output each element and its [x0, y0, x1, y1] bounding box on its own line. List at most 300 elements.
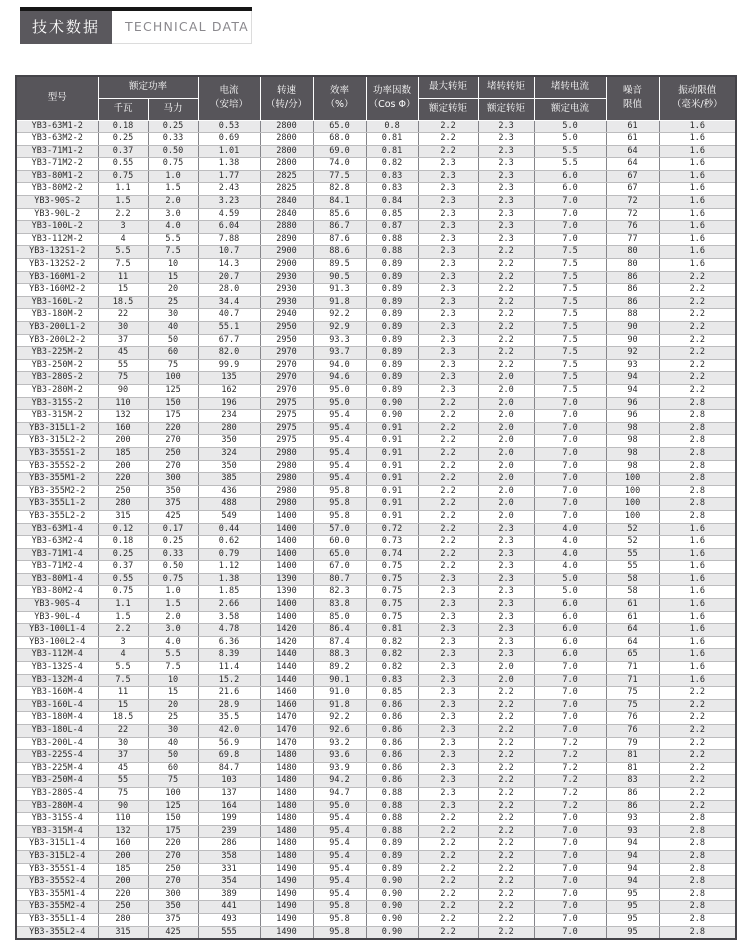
cell-locked-torque-ratio: 2.3 [478, 599, 534, 612]
cell-locked-torque-ratio: 2.0 [478, 510, 534, 523]
cell-locked-torque-ratio: 2.2 [478, 296, 534, 309]
cell-max-torque-ratio: 2.2 [418, 410, 478, 423]
cell-kw: 2.2 [98, 208, 148, 221]
cell-hp: 0.50 [148, 561, 198, 574]
cell-kw: 315 [98, 926, 148, 939]
cell-current: 67.7 [198, 334, 260, 347]
cell-current: 549 [198, 510, 260, 523]
table-row [16, 133, 736, 146]
cell-noise-limit: 92 [606, 347, 659, 360]
cell-noise-limit: 94 [606, 838, 659, 851]
cell-model: YB3-90S-4 [16, 599, 98, 612]
cell-vibration-limit: 2.2 [659, 309, 736, 322]
cell-vibration-limit: 1.6 [659, 246, 736, 259]
cell-power-factor: 0.90 [366, 410, 418, 423]
table-row [16, 699, 736, 712]
table-row [16, 926, 736, 939]
cell-noise-limit: 61 [606, 611, 659, 624]
cell-max-torque-ratio: 2.2 [418, 548, 478, 561]
cell-model: YB3-80M2-2 [16, 183, 98, 196]
cell-model: YB3-355S1-2 [16, 447, 98, 460]
cell-power-factor: 0.81 [366, 145, 418, 158]
cell-noise-limit: 100 [606, 510, 659, 523]
cell-kw: 0.18 [98, 536, 148, 549]
cell-speed: 1440 [260, 662, 313, 675]
cell-hp: 0.25 [148, 120, 198, 133]
cell-current: 234 [198, 410, 260, 423]
cell-model: YB3-71M1-2 [16, 145, 98, 158]
cell-current: 6.04 [198, 221, 260, 234]
cell-speed: 2900 [260, 259, 313, 272]
cell-kw: 7.5 [98, 674, 148, 687]
cell-noise-limit: 58 [606, 586, 659, 599]
table-row [16, 725, 736, 738]
cell-kw: 90 [98, 384, 148, 397]
cell-current: 20.7 [198, 271, 260, 284]
cell-model: YB3-160M1-2 [16, 271, 98, 284]
cell-model: YB3-315S-4 [16, 813, 98, 826]
cell-max-torque-ratio: 2.3 [418, 775, 478, 788]
cell-speed: 1420 [260, 636, 313, 649]
cell-max-torque-ratio: 2.3 [418, 296, 478, 309]
cell-noise-limit: 94 [606, 384, 659, 397]
table-row [16, 762, 736, 775]
table-row [16, 536, 736, 549]
cell-vibration-limit: 1.6 [659, 221, 736, 234]
cell-current: 7.88 [198, 233, 260, 246]
cell-efficiency: 90.1 [313, 674, 366, 687]
cell-hp: 40 [148, 737, 198, 750]
cell-locked-torque-ratio: 2.3 [478, 133, 534, 146]
cell-kw: 45 [98, 762, 148, 775]
cell-efficiency: 95.4 [313, 888, 366, 901]
cell-current: 1.38 [198, 573, 260, 586]
cell-efficiency: 91.0 [313, 687, 366, 700]
cell-vibration-limit: 2.8 [659, 850, 736, 863]
cell-noise-limit: 79 [606, 737, 659, 750]
cell-max-torque-ratio: 2.3 [418, 649, 478, 662]
cell-vibration-limit: 2.2 [659, 284, 736, 297]
cell-power-factor: 0.91 [366, 435, 418, 448]
cell-locked-current-ratio: 5.0 [534, 120, 606, 133]
cell-locked-torque-ratio: 2.2 [478, 359, 534, 372]
cell-model: YB3-225S-4 [16, 750, 98, 763]
cell-hp: 100 [148, 372, 198, 385]
cell-efficiency: 95.8 [313, 913, 366, 926]
cell-kw: 0.55 [98, 573, 148, 586]
cell-hp: 250 [148, 863, 198, 876]
cell-current: 21.6 [198, 687, 260, 700]
cell-max-torque-ratio: 2.3 [418, 699, 478, 712]
table-row [16, 573, 736, 586]
table-row [16, 624, 736, 637]
cell-locked-torque-ratio: 2.2 [478, 913, 534, 926]
cell-noise-limit: 75 [606, 687, 659, 700]
cell-max-torque-ratio: 2.3 [418, 624, 478, 637]
cell-current: 164 [198, 800, 260, 813]
table-row [16, 901, 736, 914]
cell-model: YB3-160L-4 [16, 699, 98, 712]
cell-max-torque-ratio: 2.2 [418, 523, 478, 536]
cell-noise-limit: 52 [606, 536, 659, 549]
cell-noise-limit: 75 [606, 699, 659, 712]
cell-power-factor: 0.89 [366, 296, 418, 309]
cell-speed: 2975 [260, 397, 313, 410]
cell-model: YB3-63M2-4 [16, 536, 98, 549]
cell-vibration-limit: 2.2 [659, 359, 736, 372]
cell-current: 555 [198, 926, 260, 939]
cell-max-torque-ratio: 2.3 [418, 712, 478, 725]
cell-speed: 2930 [260, 296, 313, 309]
cell-locked-current-ratio: 7.0 [534, 725, 606, 738]
cell-locked-current-ratio: 7.0 [534, 913, 606, 926]
cell-model: YB3-100L-2 [16, 221, 98, 234]
cell-power-factor: 0.88 [366, 813, 418, 826]
cell-noise-limit: 86 [606, 284, 659, 297]
table-row [16, 787, 736, 800]
cell-hp: 40 [148, 322, 198, 335]
cell-locked-current-ratio: 7.5 [534, 246, 606, 259]
cell-locked-current-ratio: 7.0 [534, 221, 606, 234]
cell-current: 3.23 [198, 196, 260, 209]
cell-power-factor: 0.89 [366, 309, 418, 322]
cell-noise-limit: 80 [606, 259, 659, 272]
cell-hp: 60 [148, 347, 198, 360]
cell-locked-torque-ratio: 2.2 [478, 787, 534, 800]
col-header-kw: 千瓦 [98, 98, 148, 120]
cell-power-factor: 0.72 [366, 523, 418, 536]
cell-speed: 1480 [260, 825, 313, 838]
cell-power-factor: 0.82 [366, 662, 418, 675]
cell-vibration-limit: 2.8 [659, 876, 736, 889]
cell-power-factor: 0.89 [366, 863, 418, 876]
cell-hp: 250 [148, 447, 198, 460]
cell-locked-torque-ratio: 2.3 [478, 120, 534, 133]
cell-model: YB3-355S1-4 [16, 863, 98, 876]
cell-locked-torque-ratio: 2.0 [478, 435, 534, 448]
cell-locked-torque-ratio: 2.3 [478, 586, 534, 599]
cell-hp: 270 [148, 435, 198, 448]
cell-current: 11.4 [198, 662, 260, 675]
cell-hp: 20 [148, 284, 198, 297]
cell-kw: 5.5 [98, 662, 148, 675]
cell-power-factor: 0.88 [366, 246, 418, 259]
cell-hp: 0.33 [148, 133, 198, 146]
cell-model: YB3-225M-2 [16, 347, 98, 360]
cell-efficiency: 74.0 [313, 158, 366, 171]
cell-hp: 300 [148, 473, 198, 486]
cell-hp: 75 [148, 359, 198, 372]
cell-locked-torque-ratio: 2.3 [478, 573, 534, 586]
cell-speed: 2800 [260, 133, 313, 146]
cell-locked-torque-ratio: 2.2 [478, 800, 534, 813]
cell-vibration-limit: 1.6 [659, 145, 736, 158]
cell-current: 0.62 [198, 536, 260, 549]
cell-noise-limit: 95 [606, 888, 659, 901]
cell-hp: 0.25 [148, 536, 198, 549]
cell-vibration-limit: 1.6 [659, 259, 736, 272]
table-row [16, 775, 736, 788]
cell-noise-limit: 94 [606, 876, 659, 889]
cell-vibration-limit: 2.2 [659, 687, 736, 700]
cell-vibration-limit: 1.6 [659, 599, 736, 612]
cell-max-torque-ratio: 2.3 [418, 662, 478, 675]
cell-vibration-limit: 1.6 [659, 611, 736, 624]
cell-kw: 160 [98, 838, 148, 851]
cell-noise-limit: 98 [606, 460, 659, 473]
cell-efficiency: 95.4 [313, 447, 366, 460]
cell-locked-current-ratio: 6.0 [534, 636, 606, 649]
cell-power-factor: 0.90 [366, 397, 418, 410]
cell-power-factor: 0.91 [366, 460, 418, 473]
table-row [16, 359, 736, 372]
cell-hp: 4.0 [148, 636, 198, 649]
cell-vibration-limit: 2.2 [659, 725, 736, 738]
cell-vibration-limit: 1.6 [659, 573, 736, 586]
col-header-rated-power: 额定功率 [98, 76, 198, 98]
cell-max-torque-ratio: 2.2 [418, 561, 478, 574]
table-row [16, 322, 736, 335]
cell-noise-limit: 86 [606, 296, 659, 309]
cell-power-factor: 0.90 [366, 888, 418, 901]
cell-efficiency: 92.2 [313, 309, 366, 322]
cell-model: YB3-132S2-2 [16, 259, 98, 272]
cell-vibration-limit: 2.8 [659, 863, 736, 876]
cell-model: YB3-200L-4 [16, 737, 98, 750]
cell-kw: 110 [98, 813, 148, 826]
cell-speed: 1390 [260, 573, 313, 586]
cell-speed: 1460 [260, 699, 313, 712]
cell-model: YB3-90S-2 [16, 196, 98, 209]
cell-hp: 270 [148, 460, 198, 473]
cell-kw: 280 [98, 913, 148, 926]
cell-power-factor: 0.85 [366, 208, 418, 221]
cell-power-factor: 0.82 [366, 158, 418, 171]
cell-vibration-limit: 1.6 [659, 523, 736, 536]
table-row [16, 850, 736, 863]
cell-kw: 1.1 [98, 183, 148, 196]
cell-locked-torque-ratio: 2.0 [478, 384, 534, 397]
cell-current: 436 [198, 485, 260, 498]
cell-current: 103 [198, 775, 260, 788]
cell-current: 28.9 [198, 699, 260, 712]
cell-locked-current-ratio: 5.0 [534, 586, 606, 599]
table-row [16, 271, 736, 284]
table-row [16, 233, 736, 246]
cell-current: 69.8 [198, 750, 260, 763]
cell-hp: 30 [148, 725, 198, 738]
cell-speed: 2880 [260, 221, 313, 234]
cell-model: YB3-355S2-4 [16, 876, 98, 889]
cell-hp: 75 [148, 775, 198, 788]
cell-noise-limit: 100 [606, 473, 659, 486]
cell-hp: 300 [148, 888, 198, 901]
cell-vibration-limit: 2.8 [659, 410, 736, 423]
col-header-max-torque-denominator: 额定转矩 [418, 98, 478, 120]
cell-efficiency: 94.6 [313, 372, 366, 385]
cell-locked-current-ratio: 7.0 [534, 473, 606, 486]
cell-power-factor: 0.91 [366, 447, 418, 460]
cell-efficiency: 65.0 [313, 548, 366, 561]
cell-power-factor: 0.89 [366, 838, 418, 851]
table-row [16, 750, 736, 763]
cell-efficiency: 95.4 [313, 850, 366, 863]
cell-power-factor: 0.87 [366, 221, 418, 234]
cell-model: YB3-250M-4 [16, 775, 98, 788]
table-row [16, 498, 736, 511]
cell-kw: 22 [98, 309, 148, 322]
table-row [16, 636, 736, 649]
cell-speed: 1470 [260, 712, 313, 725]
cell-hp: 220 [148, 422, 198, 435]
cell-locked-current-ratio: 6.0 [534, 624, 606, 637]
cell-speed: 2940 [260, 309, 313, 322]
cell-efficiency: 67.0 [313, 561, 366, 574]
cell-locked-current-ratio: 4.0 [534, 523, 606, 536]
cell-power-factor: 0.91 [366, 485, 418, 498]
cell-model: YB3-250M-2 [16, 359, 98, 372]
cell-efficiency: 82.3 [313, 586, 366, 599]
cell-hp: 350 [148, 901, 198, 914]
cell-model: YB3-63M1-2 [16, 120, 98, 133]
cell-current: 354 [198, 876, 260, 889]
cell-efficiency: 95.4 [313, 422, 366, 435]
cell-kw: 18.5 [98, 296, 148, 309]
cell-locked-torque-ratio: 2.2 [478, 687, 534, 700]
cell-hp: 425 [148, 926, 198, 939]
table-row [16, 347, 736, 360]
cell-model: YB3-355S2-2 [16, 460, 98, 473]
cell-power-factor: 0.82 [366, 636, 418, 649]
cell-efficiency: 85.6 [313, 208, 366, 221]
cell-power-factor: 0.83 [366, 170, 418, 183]
table-row [16, 599, 736, 612]
cell-power-factor: 0.85 [366, 687, 418, 700]
cell-current: 3.58 [198, 611, 260, 624]
cell-model: YB3-315L1-4 [16, 838, 98, 851]
cell-noise-limit: 76 [606, 725, 659, 738]
cell-locked-current-ratio: 7.0 [534, 699, 606, 712]
cell-power-factor: 0.86 [366, 737, 418, 750]
cell-locked-current-ratio: 4.0 [534, 561, 606, 574]
cell-current: 2.43 [198, 183, 260, 196]
cell-power-factor: 0.91 [366, 510, 418, 523]
cell-locked-torque-ratio: 2.2 [478, 737, 534, 750]
cell-locked-torque-ratio: 2.2 [478, 725, 534, 738]
cell-locked-torque-ratio: 2.2 [478, 926, 534, 939]
cell-locked-current-ratio: 7.0 [534, 196, 606, 209]
cell-noise-limit: 98 [606, 435, 659, 448]
cell-speed: 1490 [260, 926, 313, 939]
cell-power-factor: 0.8 [366, 120, 418, 133]
cell-kw: 2.2 [98, 624, 148, 637]
cell-hp: 25 [148, 712, 198, 725]
cell-kw: 5.5 [98, 246, 148, 259]
cell-max-torque-ratio: 2.2 [418, 888, 478, 901]
title-block [20, 7, 252, 44]
cell-current: 0.69 [198, 133, 260, 146]
col-header-locked-current: 堵转电流 [534, 76, 606, 98]
cell-efficiency: 88.6 [313, 246, 366, 259]
cell-hp: 1.5 [148, 183, 198, 196]
cell-noise-limit: 61 [606, 120, 659, 133]
table-row [16, 825, 736, 838]
cell-efficiency: 57.0 [313, 523, 366, 536]
cell-vibration-limit: 2.2 [659, 737, 736, 750]
cell-efficiency: 87.6 [313, 233, 366, 246]
cell-kw: 0.37 [98, 145, 148, 158]
cell-efficiency: 69.0 [313, 145, 366, 158]
cell-locked-current-ratio: 5.5 [534, 158, 606, 171]
cell-speed: 2980 [260, 498, 313, 511]
table-row [16, 221, 736, 234]
cell-hp: 125 [148, 800, 198, 813]
cell-model: YB3-355M2-2 [16, 485, 98, 498]
cell-model: YB3-71M1-4 [16, 548, 98, 561]
cell-efficiency: 92.2 [313, 712, 366, 725]
cell-speed: 2975 [260, 422, 313, 435]
cell-speed: 1480 [260, 787, 313, 800]
cell-noise-limit: 93 [606, 825, 659, 838]
cell-power-factor: 0.88 [366, 800, 418, 813]
cell-speed: 1400 [260, 548, 313, 561]
cell-model: YB3-355L1-4 [16, 913, 98, 926]
cell-noise-limit: 71 [606, 674, 659, 687]
cell-max-torque-ratio: 2.2 [418, 536, 478, 549]
cell-current: 55.1 [198, 322, 260, 335]
cell-current: 6.36 [198, 636, 260, 649]
cell-locked-current-ratio: 7.0 [534, 813, 606, 826]
cell-current: 280 [198, 422, 260, 435]
cell-vibration-limit: 2.2 [659, 800, 736, 813]
cell-current: 4.59 [198, 208, 260, 221]
cell-kw: 0.25 [98, 133, 148, 146]
cell-locked-torque-ratio: 2.0 [478, 674, 534, 687]
cell-locked-current-ratio: 6.0 [534, 599, 606, 612]
cell-speed: 1480 [260, 750, 313, 763]
cell-current: 385 [198, 473, 260, 486]
cell-vibration-limit: 2.8 [659, 447, 736, 460]
cell-hp: 60 [148, 762, 198, 775]
cell-model: YB3-355M2-4 [16, 901, 98, 914]
cell-max-torque-ratio: 2.2 [418, 913, 478, 926]
cell-speed: 1480 [260, 775, 313, 788]
cell-power-factor: 0.89 [366, 334, 418, 347]
cell-vibration-limit: 1.6 [659, 120, 736, 133]
table-row [16, 384, 736, 397]
cell-efficiency: 95.8 [313, 901, 366, 914]
cell-speed: 2840 [260, 208, 313, 221]
table-row [16, 561, 736, 574]
cell-noise-limit: 100 [606, 498, 659, 511]
cell-noise-limit: 94 [606, 863, 659, 876]
cell-power-factor: 0.89 [366, 850, 418, 863]
table-row [16, 523, 736, 536]
cell-vibration-limit: 1.6 [659, 196, 736, 209]
cell-speed: 2800 [260, 158, 313, 171]
cell-speed: 2975 [260, 410, 313, 423]
cell-kw: 11 [98, 687, 148, 700]
cell-speed: 2800 [260, 120, 313, 133]
cell-kw: 200 [98, 435, 148, 448]
cell-efficiency: 95.4 [313, 460, 366, 473]
cell-hp: 125 [148, 384, 198, 397]
cell-max-torque-ratio: 2.2 [418, 813, 478, 826]
cell-hp: 220 [148, 838, 198, 851]
cell-hp: 2.0 [148, 611, 198, 624]
cell-hp: 4.0 [148, 221, 198, 234]
cell-locked-torque-ratio: 2.2 [478, 699, 534, 712]
